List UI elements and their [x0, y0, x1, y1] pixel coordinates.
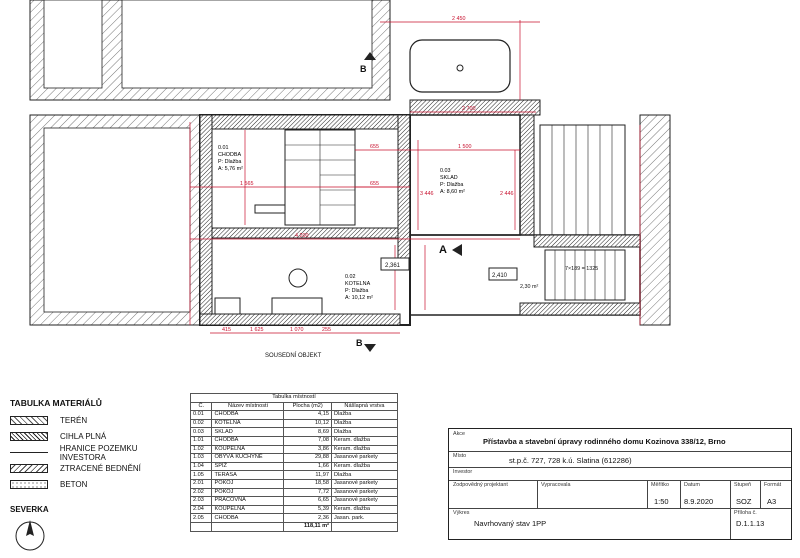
- room-area: 29,88: [284, 454, 332, 463]
- table-row: [191, 462, 398, 471]
- room-area: 2,36: [284, 514, 332, 523]
- room-0.01-area: A: 5,76 m²: [218, 166, 243, 172]
- north-label: SEVERKA: [10, 505, 49, 514]
- col-area: Plocha (m2): [284, 402, 332, 411]
- room-no: 1.03: [191, 454, 212, 463]
- room-area: 7,08: [284, 436, 332, 445]
- cihla-swatch: [10, 432, 48, 441]
- legend-item-teren: TERÉN: [10, 414, 185, 427]
- priloha-label: Příloha č.: [734, 510, 757, 516]
- area-230: 2,30 m²: [520, 284, 539, 290]
- room-0.03-area: A: 8,60 m²: [440, 189, 465, 195]
- dim-415: 415: [222, 327, 231, 333]
- room-floor: Jasanové parkety: [331, 454, 397, 463]
- room-floor: Dlažba: [331, 411, 397, 420]
- section-a-label: A: [439, 244, 447, 256]
- room-name: SPÍŽ: [212, 462, 284, 471]
- room-floor: Jasanové parkety: [331, 488, 397, 497]
- room-no: 2.01: [191, 479, 212, 488]
- table-row: [191, 436, 398, 445]
- dim-255: 255: [322, 327, 331, 333]
- stupen-value: SOZ: [736, 497, 752, 506]
- legend-item-cihla: CIHLA PLNÁ: [10, 430, 185, 443]
- terrain-right: [640, 115, 670, 325]
- col-c: Č.: [191, 402, 212, 411]
- zodp-label: Zodpovědný projektant: [453, 482, 508, 488]
- room-area: 8,69: [284, 428, 332, 437]
- dim-2446: 2 446: [500, 191, 514, 197]
- room-0.02-area: A: 10,12 m²: [345, 295, 373, 301]
- outdoor-stair-treads: [552, 125, 612, 235]
- section-b-bottom-label: B: [356, 338, 363, 348]
- wall-left: [200, 115, 212, 325]
- priloha-value: D.1.1.13: [736, 519, 765, 528]
- boiler-unit: [272, 298, 322, 314]
- dim-655b: 655: [370, 181, 379, 187]
- vykres-value: Navrhovaný stav 1PP: [474, 519, 547, 528]
- datum-value: 8.9.2020: [684, 497, 714, 506]
- boiler: [289, 269, 307, 287]
- room-area: 1,66: [284, 462, 332, 471]
- room-area: 10,12: [284, 419, 332, 428]
- terrain-left-inner: [44, 128, 190, 312]
- stupen-label: Stupeň: [734, 482, 752, 488]
- room-area: 3,86: [284, 445, 332, 454]
- tank-outlet: [457, 65, 463, 71]
- room-floor: Dlažba: [331, 428, 397, 437]
- room-floor: Jasan. park.: [331, 514, 397, 523]
- vypracovala-label: Vypracovala: [541, 482, 571, 488]
- room-no: 2.05: [191, 514, 212, 523]
- table-row: [191, 514, 398, 523]
- akce-value: Přístavba a stavební úpravy rodinného domu Kozinova 338/12, Brno: [483, 437, 726, 446]
- dim-3446: 3 446: [420, 191, 434, 197]
- dim-655a: 655: [370, 144, 379, 150]
- room-name: SKLAD: [212, 428, 284, 437]
- akce-label: Akce: [453, 431, 465, 437]
- title-block: [448, 428, 792, 540]
- section-arrow-b-bottom: [364, 344, 376, 352]
- investor-label: Investor: [453, 469, 473, 475]
- room-name: KOTELNA: [212, 419, 284, 428]
- teren-swatch: [10, 416, 48, 425]
- room-floor: Keram. dlažba: [331, 436, 397, 445]
- misto-value: st.p.č. 727, 728 k.ú. Slatina (612286): [509, 456, 632, 465]
- shelf: [255, 205, 285, 213]
- heater: [215, 298, 240, 314]
- dim-1625: 1 625: [250, 327, 264, 333]
- section-b-top-label: B: [360, 64, 367, 74]
- room-0.01-name: CHODBA: [218, 152, 242, 158]
- room-name: OBÝVÁ KUCHYNĚ: [212, 454, 284, 463]
- wall-top-left: [200, 115, 410, 129]
- datum-label: Datum: [684, 482, 700, 488]
- room-no: 1.02: [191, 445, 212, 454]
- col-floor: Nášlapná vrstva: [331, 402, 397, 411]
- table-row: [191, 445, 398, 454]
- room-floor: Dlažba: [331, 471, 397, 480]
- dim-2700: 2 700: [462, 106, 476, 112]
- col-name: Název místnosti: [212, 402, 284, 411]
- room-no: 2.04: [191, 505, 212, 514]
- stair-run-treads: [555, 250, 615, 300]
- north-arrow-icon: [10, 516, 50, 556]
- table-row: [191, 497, 398, 506]
- neighbor-label: SOUSEDNÍ OBJEKT: [265, 353, 322, 359]
- room-0.01-floor: P: Dlažba: [218, 159, 242, 165]
- legend-item-hranice: HRANICE POZEMKU INVESTORA: [10, 446, 185, 459]
- room-name: TERASA: [212, 471, 284, 480]
- room-area: 5,39: [284, 505, 332, 514]
- table-row: [191, 479, 398, 488]
- room-floor: Jasanové parkety: [331, 497, 397, 506]
- room-floor: Dlažba: [331, 419, 397, 428]
- room-0.03-name: SKLAD: [440, 175, 458, 181]
- dim-1565: 1 565: [240, 181, 254, 187]
- stair-wall-top: [534, 235, 640, 247]
- room-no: 1.04: [191, 462, 212, 471]
- room-area: 18,58: [284, 479, 332, 488]
- room-name: CHODBA: [212, 411, 284, 420]
- terrain-top-inner1: [44, 0, 102, 88]
- wall-sklad-right: [520, 115, 534, 235]
- room-0.03-id: 0.03: [440, 168, 451, 174]
- table-row: [191, 505, 398, 514]
- water-tank: [410, 40, 510, 92]
- misto-label: Místo: [453, 453, 467, 459]
- stair-wall-bottom: [520, 303, 640, 315]
- room-no: 0.02: [191, 419, 212, 428]
- ztracene-swatch: [10, 464, 48, 473]
- table-row: [191, 411, 398, 420]
- dim-4200: 4 200: [295, 233, 309, 239]
- room-no: 2.02: [191, 488, 212, 497]
- room-name: CHODBA: [212, 514, 284, 523]
- stairs-text: 7×189 = 1325: [565, 266, 599, 272]
- materials-legend: [10, 398, 185, 558]
- dim-1070: 1 070: [290, 327, 304, 333]
- room-table-total: 118,11 m²: [284, 522, 332, 531]
- format-value: A3: [767, 497, 777, 506]
- stair-0.01-treads: [285, 130, 355, 225]
- room-table: [190, 393, 398, 532]
- table-row: [191, 428, 398, 437]
- room-0.02-id: 0.02: [345, 274, 356, 280]
- room-area: 11,97: [284, 471, 332, 480]
- format-label: Formát: [764, 482, 782, 488]
- wall-bottom: [200, 314, 400, 325]
- room-table-caption: Tabulka místností: [191, 394, 398, 403]
- room-floor: Jasanové parkety: [331, 479, 397, 488]
- room-no: 2.03: [191, 497, 212, 506]
- room-name: KOUPELNA: [212, 445, 284, 454]
- room-name: CHODBA: [212, 436, 284, 445]
- room-name: KOUPELNA: [212, 505, 284, 514]
- room-0.02-name: KOTELNA: [345, 281, 371, 287]
- table-row: [191, 419, 398, 428]
- room-floor: Keram. dlažba: [331, 462, 397, 471]
- room-area: 6,65: [284, 497, 332, 506]
- beton-swatch: [10, 480, 48, 489]
- room-floor: Keram. dlažba: [331, 445, 397, 454]
- legend-item-ztracene: ZTRACENÉ BEDNĚNÍ: [10, 462, 185, 475]
- room-no: 0.01: [191, 411, 212, 420]
- room-0.01-id: 0.01: [218, 145, 229, 151]
- wall-right: [398, 115, 410, 265]
- legend-title: TABULKA MATERIÁLŮ: [10, 398, 102, 408]
- sklad-room: [410, 115, 520, 235]
- room-area: 4,15: [284, 411, 332, 420]
- room-area: 7,72: [284, 488, 332, 497]
- room-0.03-floor: P: Dlažba: [440, 182, 464, 188]
- room-no: 1.01: [191, 436, 212, 445]
- meritko-value: 1:50: [654, 497, 669, 506]
- hranice-swatch: [10, 452, 48, 453]
- room-name: POKOJ: [212, 488, 284, 497]
- section-arrow-a: [452, 244, 462, 256]
- room-0.02-floor: P: Dlažba: [345, 288, 369, 294]
- room-name: PRACOVNA: [212, 497, 284, 506]
- table-row: [191, 488, 398, 497]
- meritko-label: Měřítko: [651, 482, 669, 488]
- dim-1500: 1 500: [458, 144, 472, 150]
- legend-item-beton: BETON: [10, 478, 185, 491]
- table-row: [191, 471, 398, 480]
- room-floor: Keram. dlažba: [331, 505, 397, 514]
- table-row: [191, 454, 398, 463]
- vykres-label: Výkres: [453, 510, 470, 516]
- dim-2450: 2 450: [452, 16, 466, 22]
- level-2410: 2,410: [492, 273, 508, 279]
- room-name: POKOJ: [212, 479, 284, 488]
- terrain-top-inner2: [122, 0, 372, 88]
- room-no: 0.03: [191, 428, 212, 437]
- room-no: 1.05: [191, 471, 212, 480]
- level-2361: 2,361: [385, 263, 401, 269]
